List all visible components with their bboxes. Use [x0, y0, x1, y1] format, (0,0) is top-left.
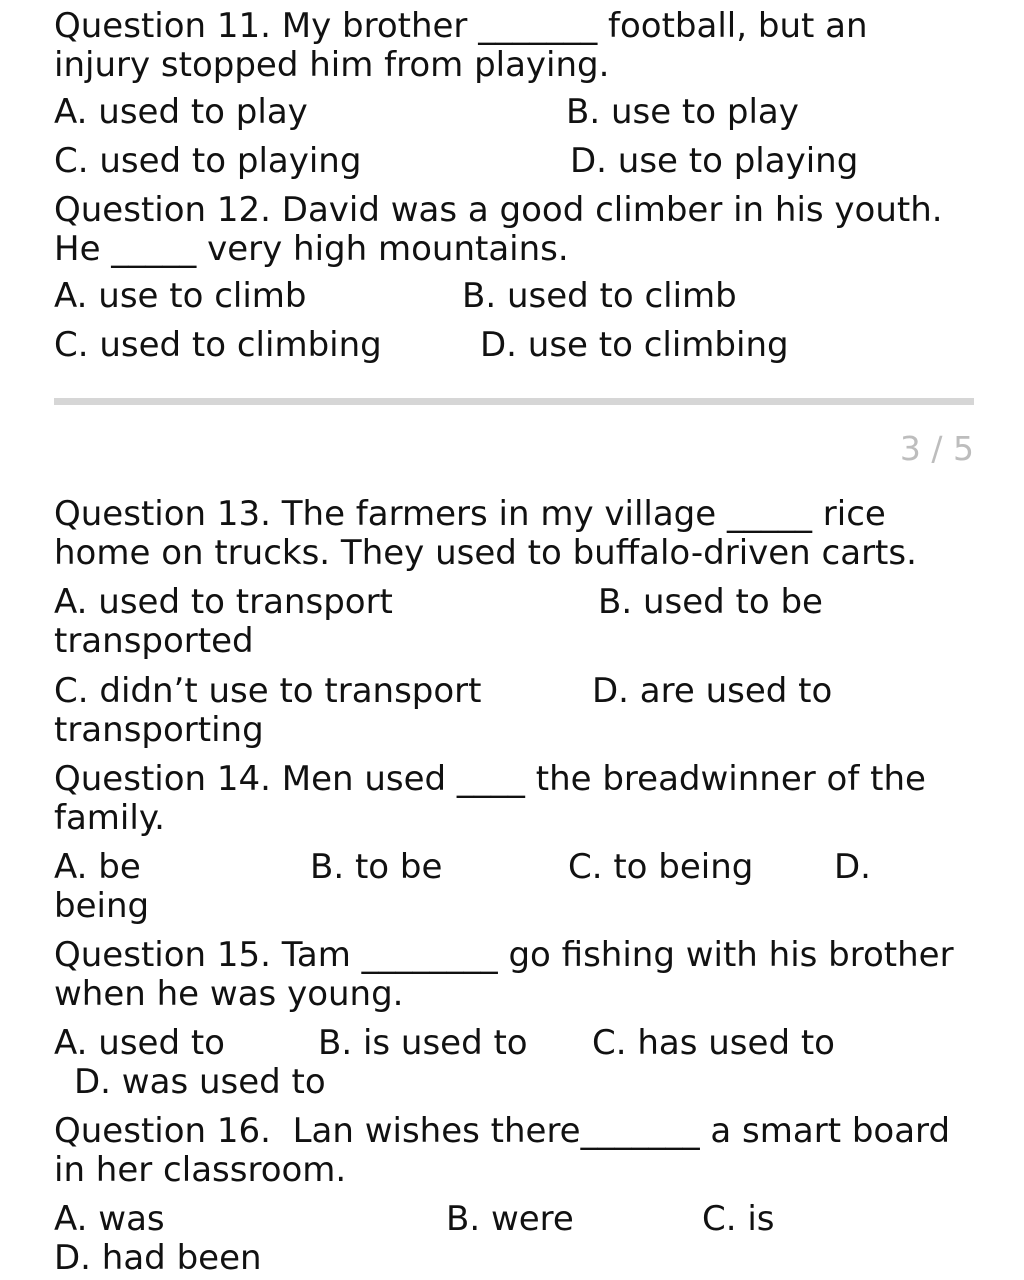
- q15-option-b[interactable]: B. is used to: [318, 1023, 528, 1063]
- question-13-options-row-1: [54, 583, 974, 622]
- worksheet-page: [54, 7, 974, 1278]
- q11-option-a[interactable]: A. used to play: [54, 92, 308, 132]
- q12-option-a[interactable]: A. use to climb: [54, 276, 307, 316]
- question-16-text: Question 16. Lan wishes there_______ a smart board in her classroom.: [54, 1111, 961, 1190]
- question-16-options-row: [54, 1200, 974, 1239]
- q13-option-b[interactable]: B. used to be: [598, 582, 823, 622]
- question-13-text: Question 13. The farmers in my village _____ rice home on trucks. They used to buffalo-driven carts.: [54, 494, 917, 573]
- question-12-text: Question 12. David was a good climber in his youth. He _____ very high mountains.: [54, 190, 954, 269]
- q16-option-c[interactable]: C. is: [702, 1199, 775, 1239]
- question-11-options-row-2: [54, 142, 974, 191]
- question-13-options-row-1-wrap: [54, 622, 974, 672]
- spacer: [54, 468, 974, 495]
- question-13-options-row-2-wrap: [54, 711, 974, 760]
- page-divider: [54, 398, 974, 405]
- q13-option-d-continued[interactable]: transporting: [54, 710, 264, 750]
- q11-option-b[interactable]: B. use to play: [566, 92, 799, 132]
- question-13-options-row-2: [54, 672, 974, 711]
- q16-option-a[interactable]: A. was: [54, 1199, 165, 1239]
- q11-option-d[interactable]: D. use to playing: [570, 141, 859, 181]
- q15-option-c[interactable]: C. has used to: [592, 1023, 835, 1063]
- q15-option-d[interactable]: D. was used to: [74, 1062, 326, 1102]
- q13-option-a[interactable]: A. used to transport: [54, 582, 393, 622]
- question-16-options-wrap: [54, 1239, 974, 1278]
- question-12-options-row-1: [54, 277, 974, 326]
- q14-option-a[interactable]: A. be: [54, 847, 141, 887]
- page-indicator: 3 / 5: [899, 429, 974, 468]
- question-15-options-wrap: [54, 1063, 974, 1112]
- question-15-options-row: [54, 1024, 974, 1063]
- question-15-text: Question 15. Tam ________ go fishing with his brother when he was young.: [54, 935, 965, 1014]
- q14-option-d-continued[interactable]: being: [54, 886, 150, 926]
- q14-option-c[interactable]: C. to being: [568, 847, 754, 887]
- question-11-options-row-1: [54, 93, 974, 142]
- question-11-text: Question 11. My brother _______ football, but an injury stopped him from playing.: [54, 6, 879, 85]
- question-14-options-wrap: [54, 887, 974, 936]
- q13-option-c[interactable]: C. didn’t use to transport: [54, 671, 482, 711]
- q13-option-d[interactable]: D. are used to: [592, 671, 833, 711]
- q12-option-b[interactable]: B. used to climb: [462, 276, 737, 316]
- q11-option-c[interactable]: C. used to playing: [54, 141, 362, 181]
- q14-option-d[interactable]: D.: [834, 847, 871, 887]
- q12-option-c[interactable]: C. used to climbing: [54, 325, 382, 365]
- q15-option-a[interactable]: A. used to: [54, 1023, 225, 1063]
- question-12-options-row-2: [54, 326, 974, 375]
- question-14-text: Question 14. Men used ____ the breadwinner of the family.: [54, 759, 937, 838]
- q16-option-b[interactable]: B. were: [446, 1199, 574, 1239]
- q16-option-d[interactable]: D. had been: [54, 1238, 262, 1278]
- q13-option-b-continued[interactable]: transported: [54, 621, 254, 661]
- q14-option-b[interactable]: B. to be: [310, 847, 443, 887]
- question-14-options-row: [54, 848, 974, 887]
- q12-option-d[interactable]: D. use to climbing: [480, 325, 789, 365]
